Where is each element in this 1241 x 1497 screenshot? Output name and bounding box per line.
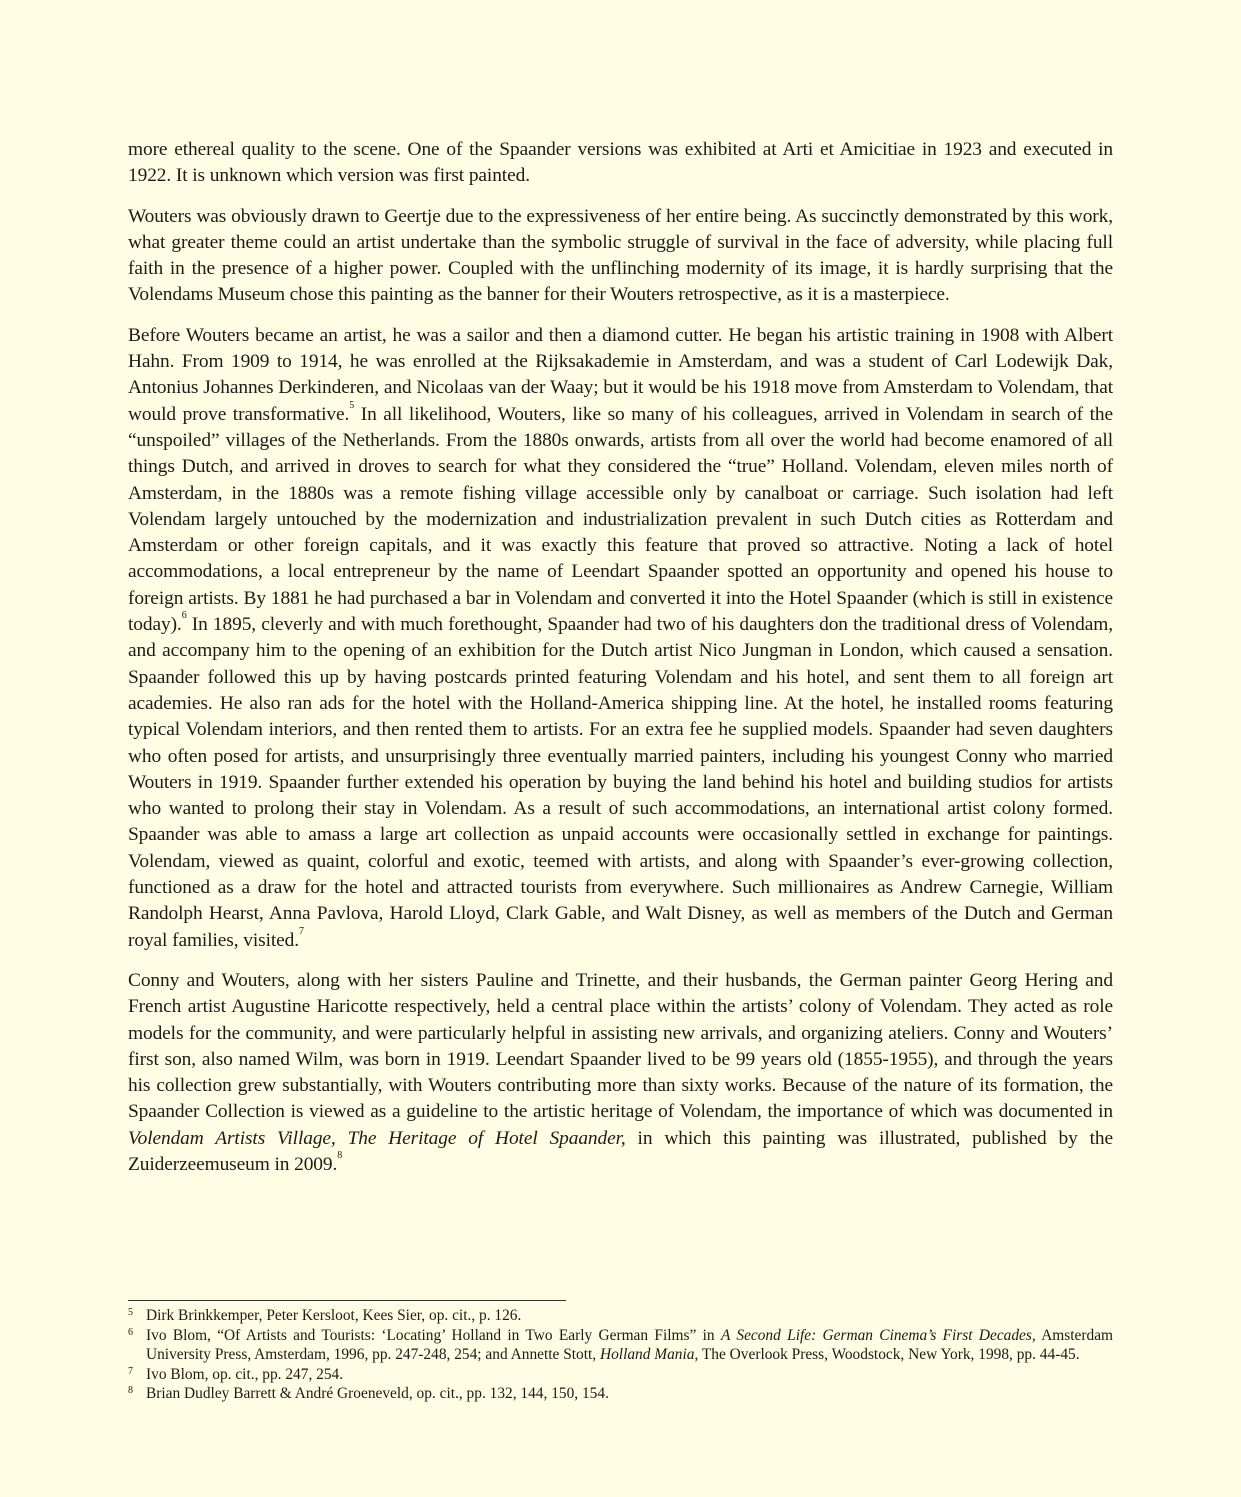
footnote-text-part: , The Overlook Press, Woodstock, New York, 1998, pp. 44-45. [694, 1346, 1080, 1364]
footnote-text-part: Ivo Blom, “Of Artists and Tourists: ‘Locating’ Holland in Two Early German Films” in [146, 1326, 721, 1344]
footnotes [128, 1306, 1113, 1404]
footnote [128, 1384, 1113, 1404]
paragraph: Wouters was obviously drawn to Geertje due to the expressiveness of her entire being. As succinctly demonstrated by this work, what greater theme could an artist undertake than the symbolic struggle of survival in the face of adversity, while placing full faith in the presence of a higher power. Coupled with the unflinching modernity of its image, it is hardly surprising that the Volendams Museum chose this painting as the banner for their Wouters retrospective, as it is a masterpiece. [128, 205, 1113, 306]
paragraph: more ethereal quality to the scene. One of the Spaander versions was exhibited at Arti et Amicitiae in 1923 and executed in 1922. It is unknown which version was first painted. [128, 139, 1113, 187]
footnote-ref: 5 [349, 399, 355, 411]
paragraph [128, 968, 1113, 1178]
footnote-divider [128, 1300, 566, 1301]
paragraph-text: In 1895, cleverly and with much forethought, Spaander had two of his daughters don the traditional dress of Volendam, and accompany him to the opening of an exhibition for the Dutch artist Nico Jungman in London, which caused a sensation. Spaander followed this up by having postcards printed featuring Volendam and his hotel, and sent them to all foreign art academies. He also ran ads for the hotel with the Holland-America shipping line. At the hotel, he installed rooms featuring typical Volendam interiors, and then rented them to artists. For an extra fee he supplied models. Spaander had seven daughters who often posed for artists, and unsurprisingly three eventually married painters, including his youngest Conny who married Wouters in 1919. Spaander further extended his operation by buying the land behind his hotel and building studios for artists who wanted to prolong their stay in Volendam. As a result of such accommodations, an international artist colony formed. Spaander was able to amass a large art collection as unpaid accounts were occasionally settled in exchange for paintings. Volendam, viewed as quaint, colorful and exotic, teemed with artists, and along with Spaander’s ever-growing collection, functioned as a draw for the hotel and attracted tourists from everywhere. Such millionaires as Andrew Carnegie, William Randolph Hearst, Anna Pavlova, Harold Lloyd, Clark Gable, and Walt Disney, as well as members of the Dutch and German royal families, visited. [128, 614, 1113, 951]
footnote-text: Ivo Blom, op. cit., pp. 247, 254. [146, 1365, 344, 1383]
paragraph-text: in which this painting was illustrated, published by the Zuiderzeemuseum in 2009. [128, 1127, 1113, 1175]
footnote-number: 5 [128, 1307, 133, 1318]
footnote-text: Dirk Brinkkemper, Peter Kersloot, Kees Sier, op. cit., p. 126. [146, 1307, 522, 1324]
footnote-ref: 6 [181, 610, 187, 622]
book-title: A Second Life: German Cinema’s First Decades, [720, 1326, 1036, 1344]
footnote-ref: 7 [299, 925, 304, 937]
paragraph [128, 323, 1113, 954]
paragraph-text: Conny and Wouters, along with her sisters Pauline and Trinette, and their husbands, the German painter Georg Hering and French artist Augustine Haricotte respectively, held a central place within the artists’ colony of Volendam. They acted as role models for the community, and were particularly helpful in assisting new arrivals, and organizing ateliers. Conny and Wouters’ first son, also named Wilm, was born in 1919. Leendart Spaander lived to be 99 years old (1855-1955), and through the years his collection grew substantially, with Wouters contributing more than sixty works. Because of the nature of its formation, the Spaander Collection is viewed as a guideline to the artistic heritage of Volendam, the importance of which was documented in [128, 969, 1113, 1123]
footnote-number: 7 [128, 1365, 133, 1377]
book-title: Volendam Artists Village, The Heritage of Hotel Spaander, [128, 1127, 626, 1149]
footnote-text: Brian Dudley Barrett & André Groeneveld, op. cit., pp. 132, 144, 150, 154. [146, 1385, 609, 1403]
footnote [128, 1306, 1113, 1326]
paragraph-text: In all likelihood, Wouters, like so many of his colleagues, arrived in Volendam in search of the “unspoiled” villages of the Netherlands. From the 1880s onwards, artists from all over the world had become enamored of all things Dutch, and arrived in droves to search for what they considered the “true” Holland. Volendam, eleven miles north of Amsterdam, in the 1880s was a remote fishing village accessible only by canalboat or carriage. Such isolation had left Volendam largely untouched by the modernization and industrialization prevalent in such Dutch cities as Rotterdam and Amsterdam or other foreign capitals, and it was exactly this feature that proved so attractive. Noting a lack of hotel accommodations, a local entrepreneur by the name of Leendart Spaander spotted an opportunity and opened his house to foreign artists. By 1881 he had purchased a bar in Volendam and converted it into the Hotel Spaander (which is still in existence today). [128, 403, 1113, 636]
footnote [128, 1326, 1113, 1365]
footnote [128, 1365, 1113, 1385]
footnote-ref: 8 [337, 1149, 343, 1161]
footnote-text-part: Amsterdam University Press, Amsterdam, 1996, pp. 247-248, 254; and Annette Stott, [146, 1326, 1113, 1364]
page-body [128, 137, 1113, 1192]
footnote-number: 8 [128, 1385, 133, 1397]
book-title: Holland Mania [600, 1346, 695, 1364]
footnote-text [146, 1326, 1113, 1365]
footnote-number: 6 [128, 1326, 133, 1338]
paragraph-text: Before Wouters became an artist, he was a sailor and then a diamond cutter. He began his artistic training in 1908 with Albert Hahn. From 1909 to 1914, he was enrolled at the Rijksakademie in Amsterdam, and was a student of Carl Lodewijk Dak, Antonius Johannes Derkinderen, and Nicolaas van der Waay; but it would be his 1918 move from Amsterdam to Volendam, that would prove transformative. [128, 324, 1113, 425]
